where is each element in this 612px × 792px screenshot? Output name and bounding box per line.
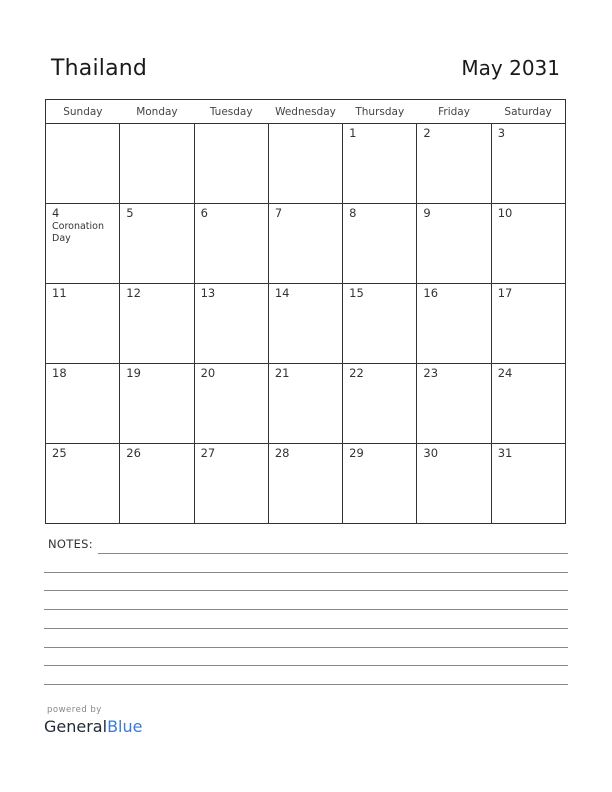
note-line bbox=[44, 628, 568, 629]
day-cell bbox=[417, 204, 491, 284]
day-number: 18 bbox=[52, 366, 67, 380]
day-cell bbox=[417, 124, 491, 204]
day-cell bbox=[491, 204, 565, 284]
note-line bbox=[98, 553, 568, 554]
weekday-header-row bbox=[46, 100, 566, 124]
day-number: 12 bbox=[126, 286, 141, 300]
weekday-tuesday: Tuesday bbox=[194, 100, 268, 124]
weekday-friday: Friday bbox=[417, 100, 491, 124]
country-title: Thailand bbox=[51, 56, 148, 81]
brand-blue: Blue bbox=[107, 717, 143, 736]
generalblue-logo[interactable] bbox=[44, 717, 142, 736]
week-row bbox=[46, 124, 566, 204]
day-number: 11 bbox=[52, 286, 67, 300]
day-number: 16 bbox=[423, 286, 439, 300]
day-number: 13 bbox=[200, 286, 216, 300]
day-number: 27 bbox=[200, 446, 216, 460]
day-cell bbox=[491, 364, 565, 444]
day-number: 6 bbox=[200, 206, 208, 220]
day-cell bbox=[194, 284, 268, 364]
day-cell bbox=[268, 204, 342, 284]
weekday-saturday: Saturday bbox=[491, 100, 565, 124]
day-cell bbox=[46, 284, 120, 364]
day-number: 14 bbox=[274, 286, 290, 300]
day-cell bbox=[268, 364, 342, 444]
day-cell bbox=[120, 364, 194, 444]
powered-by-text: powered by bbox=[47, 705, 102, 715]
weekday-sunday: Sunday bbox=[46, 100, 120, 124]
day-number: 8 bbox=[349, 206, 357, 220]
day-cell bbox=[417, 284, 491, 364]
day-number: 25 bbox=[52, 446, 67, 460]
day-cell bbox=[120, 284, 194, 364]
day-cell bbox=[46, 124, 120, 204]
day-cell bbox=[343, 124, 417, 204]
day-number: 7 bbox=[274, 206, 283, 220]
day-cell bbox=[46, 444, 120, 524]
day-cell bbox=[268, 444, 342, 524]
weekday-wednesday: Wednesday bbox=[268, 100, 342, 124]
day-number: 5 bbox=[126, 206, 134, 220]
day-number: 9 bbox=[423, 206, 431, 220]
brand-general: General bbox=[44, 717, 108, 736]
holiday-label: Coronation Day bbox=[52, 221, 104, 244]
day-number: 30 bbox=[423, 446, 439, 460]
day-cell bbox=[343, 284, 417, 364]
day-cell bbox=[491, 124, 565, 204]
calendar-grid bbox=[45, 99, 566, 524]
day-number: 20 bbox=[200, 366, 216, 380]
note-line bbox=[44, 665, 568, 666]
note-line bbox=[44, 609, 568, 610]
day-number: 19 bbox=[126, 366, 141, 380]
day-number: 15 bbox=[349, 286, 364, 300]
day-cell bbox=[194, 444, 268, 524]
day-number: 17 bbox=[497, 286, 513, 300]
day-number: 4 bbox=[52, 206, 60, 220]
day-number: 2 bbox=[423, 126, 431, 140]
day-cell bbox=[343, 364, 417, 444]
day-number: 1 bbox=[349, 126, 357, 140]
day-number: 26 bbox=[126, 446, 141, 460]
week-row bbox=[46, 204, 566, 284]
day-number: 29 bbox=[349, 446, 364, 460]
day-cell bbox=[194, 364, 268, 444]
notes-label: NOTES: bbox=[48, 537, 93, 551]
day-cell bbox=[491, 284, 565, 364]
day-number: 21 bbox=[274, 366, 290, 380]
week-row bbox=[46, 284, 566, 364]
note-line bbox=[44, 572, 568, 573]
day-cell bbox=[120, 204, 194, 284]
day-number: 31 bbox=[497, 446, 513, 460]
week-row bbox=[46, 364, 566, 444]
note-line bbox=[44, 647, 568, 648]
day-number: 22 bbox=[349, 366, 364, 380]
day-cell bbox=[120, 124, 194, 204]
note-line bbox=[44, 590, 568, 591]
day-cell bbox=[417, 444, 491, 524]
day-cell bbox=[120, 444, 194, 524]
note-line bbox=[44, 684, 568, 685]
weekday-thursday: Thursday bbox=[343, 100, 417, 124]
month-title: May 2031 bbox=[461, 56, 560, 80]
day-number: 23 bbox=[423, 366, 439, 380]
day-cell bbox=[194, 124, 268, 204]
day-cell bbox=[268, 124, 342, 204]
day-cell bbox=[268, 284, 342, 364]
day-cell bbox=[46, 364, 120, 444]
day-number: 10 bbox=[497, 206, 513, 220]
weekday-monday: Monday bbox=[120, 100, 194, 124]
day-number: 28 bbox=[274, 446, 290, 460]
day-cell bbox=[491, 444, 565, 524]
day-number: 24 bbox=[497, 366, 513, 380]
day-cell bbox=[417, 364, 491, 444]
day-cell bbox=[46, 204, 120, 284]
day-cell bbox=[343, 444, 417, 524]
day-number: 3 bbox=[497, 126, 506, 140]
day-cell bbox=[194, 204, 268, 284]
day-cell bbox=[343, 204, 417, 284]
week-row bbox=[46, 444, 566, 524]
